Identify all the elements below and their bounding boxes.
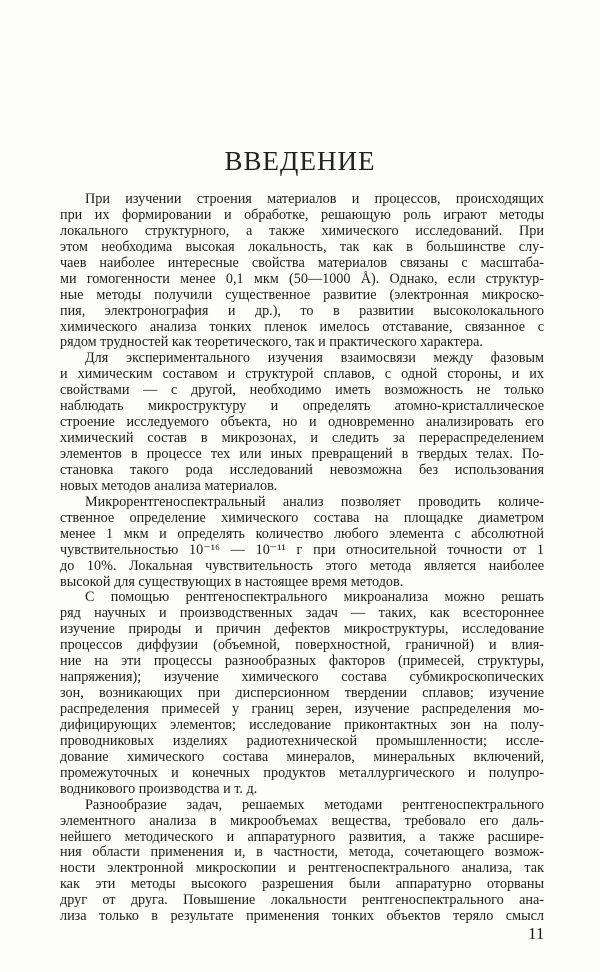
text-line: распределения примесей у границ зерен, изучение распределения мо- bbox=[60, 701, 544, 717]
text-line: дование химического состава минералов, минеральных включений, bbox=[60, 748, 544, 765]
text-line: изучение природы и причин дефектов микроструктуры, исследование bbox=[60, 621, 544, 638]
text-line: С помощью рентгеноспектрального микроанализа можно решать bbox=[85, 589, 544, 606]
text-line: водникового производства и т. д. bbox=[60, 780, 258, 797]
text-line: рядом трудностей как теоретического, так и практического характера. bbox=[60, 334, 483, 351]
text-line: ственное определение химического состава на площадке диаметром bbox=[60, 509, 544, 526]
text-line: проводниковых изделиях радиотехнической промышленности; иссле- bbox=[60, 732, 544, 749]
paragraph bbox=[60, 798, 544, 926]
text-line: При изучении строения материалов и процессов, происходящих bbox=[85, 191, 544, 207]
text-line: химический состав в микрозонах, и следить за перераспределением bbox=[60, 430, 544, 447]
chapter-title: ВВЕДЕНИЕ bbox=[224, 146, 376, 176]
text-line: высокой для существующих в настоящее время методов. bbox=[60, 573, 404, 590]
text-line: пия, электронография и др.), то в развитии высоколокального bbox=[60, 302, 544, 319]
text-line: и химическим составом и структурой сплавов, с одной стороны, и их bbox=[60, 366, 544, 383]
text-line: дифицирующих элементов; исследование приконтактных зон на полу- bbox=[60, 716, 544, 733]
text-line: процессов диффузии (объемной, поверхностной, граничной) и влия- bbox=[60, 637, 544, 654]
paragraph bbox=[60, 590, 544, 797]
text-line: элементного анализа в микрообъемах вещества, требовало его даль- bbox=[60, 812, 544, 829]
text-line: зон, возникающих при дисперсионном твердении сплавов; изучение bbox=[60, 685, 544, 702]
text-line: свойствами — с другой, необходимо иметь возможность не только bbox=[60, 382, 544, 399]
text-line: Разнообразие задач, решаемых методами рентгеноспектрального bbox=[85, 796, 544, 813]
text-line: Микрорентгеноспектральный анализ позволяет проводить количе- bbox=[85, 493, 544, 510]
text-line: промежуточных и конечных продуктов металлургического и полупро- bbox=[60, 764, 544, 781]
text-line: до 10%. Локальная чувствительность этого метода является наиболее bbox=[60, 557, 544, 574]
page-number: 11 bbox=[528, 924, 545, 943]
text-line: напряжения); изучение химического состава субмикроскопических bbox=[60, 669, 544, 686]
text-line: ния области применения и, в частности, метода, сочетающего возмож- bbox=[60, 844, 544, 861]
text-line: ные методы получили существенное развитие (электронная микроско- bbox=[60, 286, 544, 303]
text-line: чувствительностью 10⁻¹⁶ — 10⁻¹¹ г при относительной точности от 1 bbox=[60, 541, 544, 558]
text-line: друг от друга. Повышение локальности рентгеноспектрального ана- bbox=[60, 892, 544, 909]
text-line: ности электронной микроскопии и рентгеноспектрального анализа, так bbox=[60, 860, 544, 877]
text-line: ми гомогенности менее 0,1 мкм (50—1000 Å). Однако, если структур- bbox=[60, 270, 544, 287]
text-line: Для экспериментального изучения взаимосвязи между фазовым bbox=[85, 350, 544, 367]
text-line: строение исследуемого объекта, но и одновременно анализировать его bbox=[60, 414, 544, 431]
paragraph bbox=[60, 351, 544, 494]
text-line: лиза только в результате применения тонких объектов теряло смысл bbox=[60, 908, 544, 925]
body-text bbox=[60, 192, 544, 925]
text-line: нейшего методического и аппаратурного развития, а также расшире- bbox=[60, 828, 544, 845]
text-line: при их формировании и обработке, решающую роль играют методы bbox=[60, 206, 544, 223]
paragraph bbox=[60, 495, 544, 591]
text-line: как эти методы высокого разрешения были аппаратурно оторваны bbox=[60, 876, 544, 893]
text-line: менее 1 мкм и определять количество любого элемента с абсолютной bbox=[60, 525, 544, 542]
text-line: ряд научных и производственных задач — таких, как всестороннее bbox=[60, 605, 544, 622]
text-line: локального структурного, а также химического исследований. При bbox=[60, 222, 544, 239]
text-line: чаев наиболее интересные свойства материалов связаны с масштаба- bbox=[60, 254, 544, 271]
text-line: наблюдать микроструктуру и определять атомно-кристаллическое bbox=[60, 398, 544, 415]
paragraph bbox=[60, 192, 544, 351]
text-line: становка такого рода исследований невозможна без использования bbox=[60, 461, 544, 478]
text-line: ние на эти процессы разнообразных факторов (примесей, структуры, bbox=[60, 653, 544, 670]
text-line: этом необходима высокая локальность, так как в большинстве слу- bbox=[60, 238, 544, 255]
text-line: элементов в процессе тех или иных превращений в твердых телах. По- bbox=[60, 446, 544, 462]
text-line: химического анализа тонких пленок имелось отставание, связанное с bbox=[60, 318, 544, 335]
text-line: новых методов анализа материалов. bbox=[60, 477, 278, 494]
